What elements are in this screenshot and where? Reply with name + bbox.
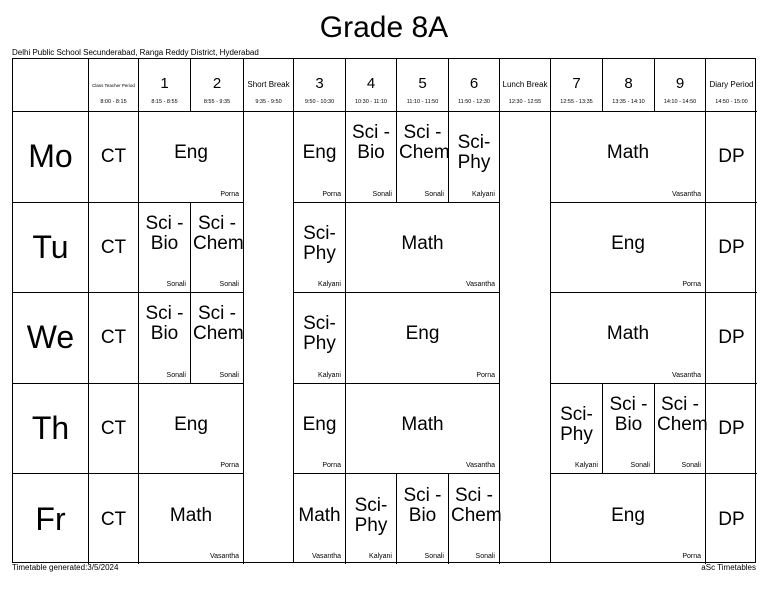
lesson-subject: Math xyxy=(401,414,444,436)
lesson-teacher: Vasantha xyxy=(465,462,495,470)
break-cell xyxy=(500,383,551,474)
lesson-subject: Sci - Chem xyxy=(193,212,244,254)
lesson-teacher: Vasantha xyxy=(311,552,341,560)
period-label: 4 xyxy=(366,75,376,92)
period-header xyxy=(551,59,603,111)
lesson-cell xyxy=(551,292,706,383)
lesson-cell xyxy=(139,202,191,293)
lesson-cell xyxy=(603,383,655,474)
lesson-teacher: Porna xyxy=(682,552,701,560)
lesson-cell xyxy=(346,473,397,564)
lesson-cell xyxy=(551,473,706,564)
period-time: 11:50 - 12:30 xyxy=(457,99,490,105)
lesson-teacher: Sonali xyxy=(166,281,186,289)
period-time: 14:10 - 14:50 xyxy=(663,99,697,105)
lesson-teacher: Kalyani xyxy=(472,190,495,198)
lesson-cell xyxy=(294,473,346,564)
lesson-cell xyxy=(397,111,449,202)
lesson-teacher: Sonali xyxy=(166,371,186,379)
lesson-cell xyxy=(294,202,346,293)
lesson-teacher: Sonali xyxy=(219,371,239,379)
day-label: Tu xyxy=(13,202,89,293)
lesson-cell xyxy=(449,111,500,202)
lesson-cell xyxy=(191,292,244,383)
lesson-teacher: Sonali xyxy=(372,190,392,198)
break-cell xyxy=(500,111,551,202)
lesson-subject: Sci - Bio xyxy=(145,303,184,345)
lesson-teacher: Porna xyxy=(476,371,495,379)
lesson-subject: DP xyxy=(718,418,745,440)
lesson-teacher: Porna xyxy=(682,281,701,289)
generated-date: Timetable generated:3/5/2024 xyxy=(12,563,119,572)
lesson-teacher: Kalyani xyxy=(575,462,598,470)
period-header xyxy=(89,59,139,111)
lesson-teacher: Sonali xyxy=(219,281,239,289)
timetable-grid xyxy=(12,58,756,563)
lesson-teacher: Sonali xyxy=(424,190,444,198)
lesson-subject: Math xyxy=(606,323,650,345)
lesson-subject: Sci - Bio xyxy=(352,122,390,164)
lesson-cell xyxy=(89,292,139,383)
period-time: 12:55 - 13:35 xyxy=(560,99,593,105)
lesson-cell xyxy=(89,202,139,293)
period-header xyxy=(449,59,500,111)
period-label: Lunch Break xyxy=(502,80,548,89)
lesson-subject: Math xyxy=(169,504,213,526)
period-label: Class Teacher Period xyxy=(92,83,135,88)
lesson-cell xyxy=(706,111,757,202)
break-cell xyxy=(500,473,551,564)
header-corner-cell xyxy=(13,59,89,111)
lesson-cell xyxy=(89,111,139,202)
lesson-subject: Sci - Bio xyxy=(403,484,442,526)
period-header xyxy=(706,59,757,111)
period-label: 5 xyxy=(418,75,427,92)
period-header xyxy=(244,59,294,111)
period-time: 8:55 - 9:35 xyxy=(203,99,231,105)
lesson-cell xyxy=(346,292,500,383)
day-label: Mo xyxy=(13,111,89,202)
lesson-cell xyxy=(294,292,346,383)
period-label: 1 xyxy=(160,75,169,92)
lesson-teacher: Kalyani xyxy=(369,552,392,560)
lesson-teacher: Kalyani xyxy=(318,371,341,379)
lesson-cell xyxy=(551,111,706,202)
lesson-cell xyxy=(139,292,191,383)
lesson-subject: CT xyxy=(100,146,127,168)
period-label: 9 xyxy=(675,75,685,92)
lesson-cell xyxy=(294,383,346,474)
lesson-cell xyxy=(89,383,139,474)
lesson-cell xyxy=(294,111,346,202)
lesson-subject: CT xyxy=(100,236,127,258)
period-label: 2 xyxy=(212,75,222,92)
brand-label: aSc Timetables xyxy=(701,563,756,572)
school-name: Delhi Public School Secunderabad, Ranga Reddy District, Hyderabad xyxy=(12,48,259,57)
period-time: 8:00 - 8:15 xyxy=(100,99,127,105)
period-time: 11:10 - 11:50 xyxy=(406,99,439,105)
lesson-subject: Math xyxy=(606,142,650,164)
lesson-cell xyxy=(346,383,500,474)
period-header xyxy=(294,59,346,111)
lesson-subject: Eng xyxy=(405,323,440,345)
page-title: Grade 8A xyxy=(319,11,449,44)
period-label: 3 xyxy=(315,75,324,92)
lesson-cell xyxy=(397,473,449,564)
lesson-cell xyxy=(655,383,706,474)
lesson-subject: Sci - Chem xyxy=(399,122,450,164)
lesson-cell xyxy=(139,473,244,564)
lesson-cell xyxy=(449,473,500,564)
lesson-subject: CT xyxy=(100,327,127,349)
day-label: Fr xyxy=(13,473,89,564)
lesson-subject: CT xyxy=(100,508,127,530)
lesson-teacher: Vasantha xyxy=(209,552,239,560)
period-time: 8:15 - 8:55 xyxy=(151,99,178,105)
period-time: 9:35 - 9:50 xyxy=(255,99,282,105)
lesson-subject: Eng xyxy=(611,232,645,254)
lesson-cell xyxy=(139,383,244,474)
break-cell xyxy=(244,202,294,293)
period-header xyxy=(397,59,449,111)
lesson-subject: Sci - Chem xyxy=(657,394,708,436)
break-cell xyxy=(244,111,294,202)
lesson-cell xyxy=(706,292,757,383)
period-header xyxy=(139,59,191,111)
lesson-teacher: Kalyani xyxy=(318,281,341,289)
lesson-subject: Sci - Bio xyxy=(609,394,648,436)
break-cell xyxy=(244,292,294,383)
lesson-cell xyxy=(191,202,244,293)
day-label: Th xyxy=(13,383,89,474)
period-header xyxy=(500,59,551,111)
lesson-cell xyxy=(89,473,139,564)
period-time: 12:30 - 12:55 xyxy=(508,99,542,105)
lesson-cell xyxy=(139,111,244,202)
period-label: Short Break xyxy=(247,80,290,89)
lesson-subject: Eng xyxy=(302,142,337,164)
day-label: We xyxy=(13,292,89,383)
lesson-cell xyxy=(346,202,500,293)
period-header xyxy=(655,59,706,111)
lesson-subject: Sci-Phy xyxy=(560,404,593,446)
lesson-subject: Sci-Phy xyxy=(457,132,491,174)
period-label: 7 xyxy=(572,75,581,92)
lesson-subject: Eng xyxy=(174,414,208,436)
lesson-cell xyxy=(551,383,603,474)
lesson-subject: Sci-Phy xyxy=(303,222,336,264)
lesson-teacher: Sonali xyxy=(424,552,444,560)
lesson-subject: Sci-Phy xyxy=(303,313,336,355)
period-time: 14:50 - 15:00 xyxy=(715,99,748,105)
period-header xyxy=(603,59,655,111)
lesson-teacher: Porna xyxy=(220,462,239,470)
break-cell xyxy=(500,292,551,383)
lesson-teacher: Sonali xyxy=(630,462,650,470)
lesson-subject: Eng xyxy=(174,142,208,164)
lesson-subject: DP xyxy=(718,508,745,530)
lesson-teacher: Porna xyxy=(220,190,239,198)
break-cell xyxy=(500,202,551,293)
lesson-subject: Math xyxy=(298,504,341,526)
lesson-teacher: Sonali xyxy=(475,552,495,560)
lesson-subject: DP xyxy=(718,236,745,258)
lesson-subject: CT xyxy=(100,418,127,440)
lesson-teacher: Sonali xyxy=(681,462,701,470)
lesson-cell xyxy=(706,383,757,474)
period-time: 13:35 - 14:10 xyxy=(612,99,645,105)
period-header xyxy=(346,59,397,111)
lesson-subject: Sci-Phy xyxy=(354,494,388,536)
lesson-subject: Eng xyxy=(302,414,337,436)
break-cell xyxy=(244,473,294,564)
period-header xyxy=(191,59,244,111)
period-time: 9:50 - 10:30 xyxy=(304,99,335,105)
break-cell xyxy=(244,383,294,474)
lesson-teacher: Vasantha xyxy=(671,371,701,379)
lesson-subject: Sci - Bio xyxy=(145,212,184,254)
period-label: 8 xyxy=(624,75,633,92)
period-time: 10:30 - 11:10 xyxy=(354,99,387,105)
lesson-subject: DP xyxy=(718,146,745,168)
lesson-subject: Sci - Chem xyxy=(451,484,502,526)
lesson-subject: Math xyxy=(401,232,444,254)
lesson-cell xyxy=(346,111,397,202)
lesson-teacher: Vasantha xyxy=(465,281,495,289)
lesson-subject: Eng xyxy=(611,504,645,526)
lesson-subject: DP xyxy=(718,327,745,349)
lesson-subject: Sci - Chem xyxy=(193,303,244,345)
lesson-cell xyxy=(551,202,706,293)
lesson-cell xyxy=(706,202,757,293)
period-label: Diary Period xyxy=(709,80,754,89)
lesson-cell xyxy=(706,473,757,564)
period-label: 6 xyxy=(469,75,479,92)
lesson-teacher: Vasantha xyxy=(671,190,701,198)
lesson-teacher: Porna xyxy=(322,462,341,470)
lesson-teacher: Porna xyxy=(322,190,341,198)
